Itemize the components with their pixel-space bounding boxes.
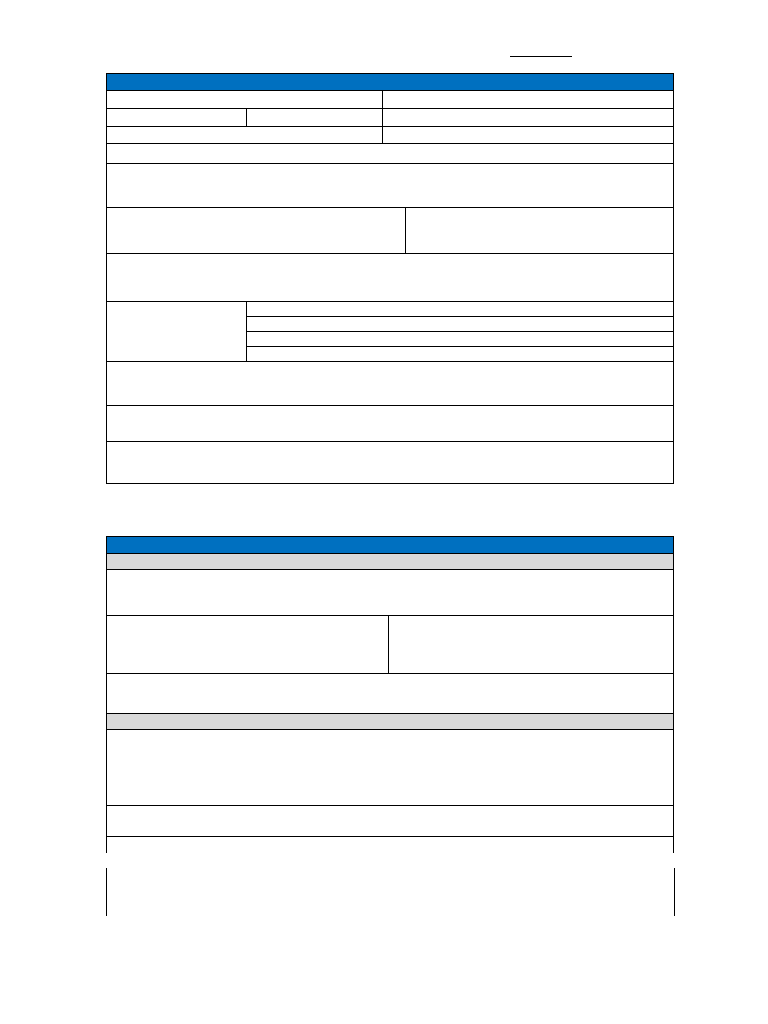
indicadores-label (107, 302, 247, 362)
contenidos-cell (107, 362, 674, 406)
indicador-socioafectivo (247, 332, 674, 347)
fecha-inicio-cell (107, 127, 383, 144)
periodo-cell (247, 109, 383, 127)
momento1-text (107, 570, 674, 616)
planeador-number (510, 44, 572, 60)
asignatura-cell (107, 91, 383, 109)
logros-cell (107, 254, 674, 302)
bibliografia-cell (107, 442, 674, 484)
planeador-number-value (510, 56, 572, 57)
preguntas-orientadoras-cell (107, 616, 389, 674)
actividades-area (106, 868, 675, 916)
tema-cell (107, 144, 674, 164)
generalidades-table (106, 73, 674, 484)
momento2-text (107, 730, 674, 806)
momento2-title (107, 714, 674, 730)
materiales-cell (107, 406, 674, 442)
docente-cell (383, 91, 674, 109)
actividades-label (107, 837, 674, 853)
tiempo-cell (383, 109, 674, 127)
fecha-final-cell (383, 127, 674, 144)
section1-title (107, 74, 674, 91)
section2-title (107, 537, 674, 554)
desarrollo-table (106, 536, 674, 853)
conocimientos-previos-cell (389, 616, 674, 674)
preguntas-problema-cell (107, 806, 674, 837)
indicador-cognoscitivo (247, 302, 674, 317)
momento1-title (107, 554, 674, 570)
socializacion-cell (107, 674, 674, 714)
indicador-convivencial (247, 347, 674, 362)
descripcion-cell (107, 164, 674, 208)
estandar-cell (107, 208, 406, 254)
competencias-cell (406, 208, 674, 254)
grado-cell (107, 109, 247, 127)
indicador-procedimental (247, 317, 674, 332)
